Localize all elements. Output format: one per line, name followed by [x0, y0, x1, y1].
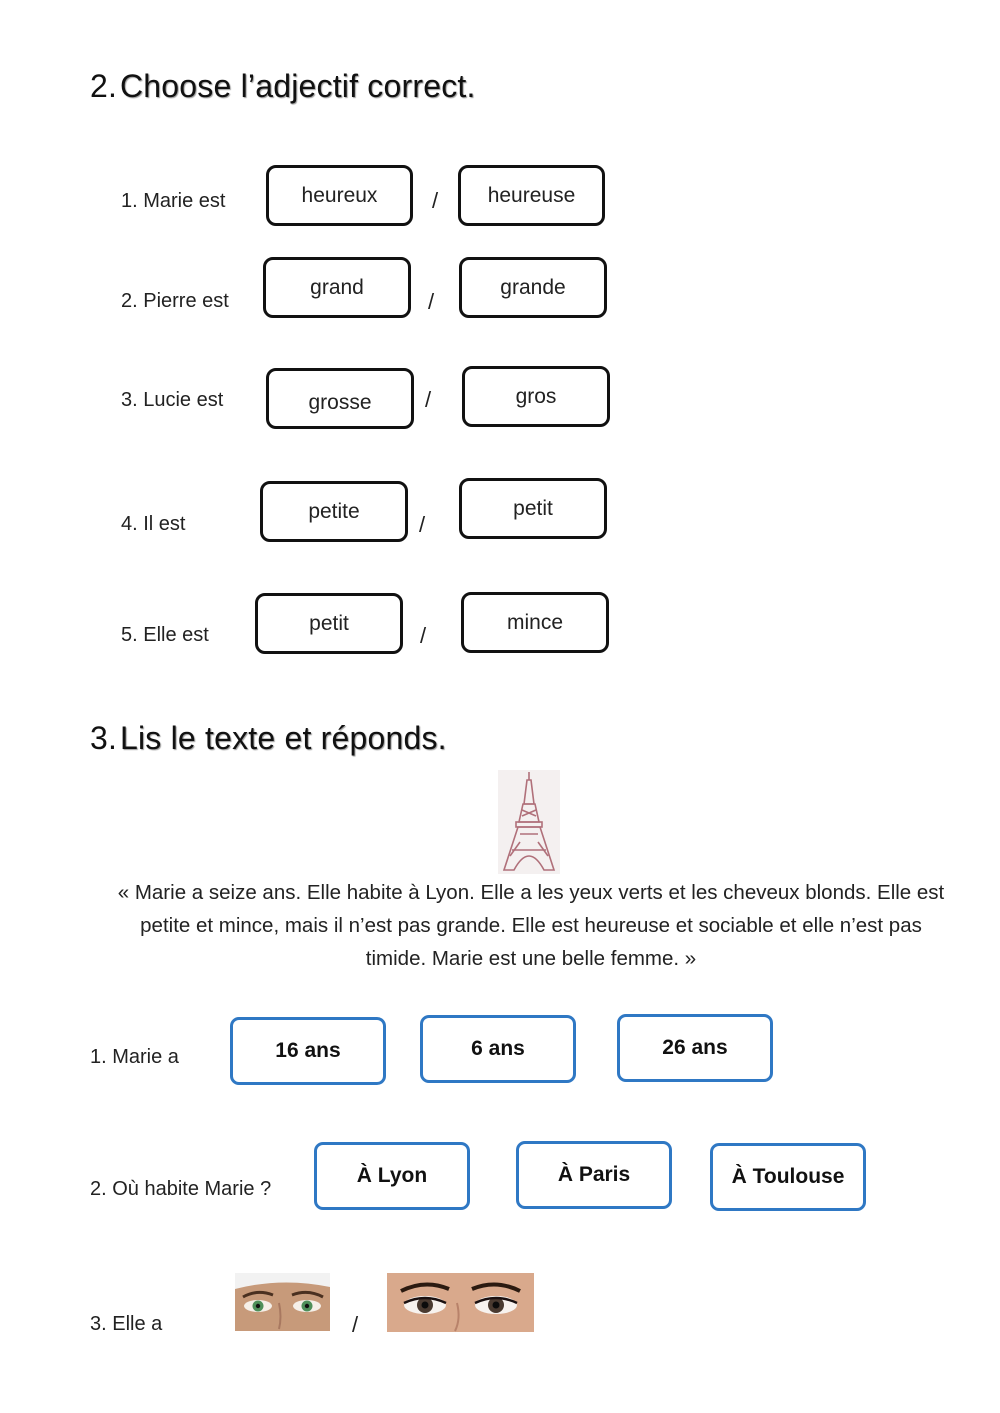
separator: / — [419, 512, 426, 537]
question-label: 1. Marie est — [121, 190, 226, 212]
option-petit[interactable]: petit — [459, 478, 607, 539]
answer-16-ans[interactable]: 16 ans — [230, 1017, 386, 1085]
section-2-heading — [90, 68, 476, 105]
answer-26-ans[interactable]: 26 ans — [617, 1014, 773, 1082]
section-3-heading — [90, 720, 447, 757]
option-petit[interactable]: petit — [255, 593, 403, 654]
answer-6-ans[interactable]: 6 ans — [420, 1015, 576, 1083]
separator: / — [420, 623, 427, 648]
section-3-number: 3. — [90, 720, 118, 756]
option-grosse[interactable]: grosse — [266, 368, 414, 429]
option-gros[interactable]: gros — [462, 366, 610, 427]
question-label: 4. Il est — [121, 513, 186, 535]
question-label: 2. Pierre est — [121, 290, 229, 312]
section-2-title: Choose l’adjectif correct. — [120, 68, 476, 104]
question-label: 5. Elle est — [121, 624, 209, 646]
option-mince[interactable]: mince — [461, 592, 609, 653]
green-eyes-icon[interactable] — [235, 1273, 330, 1331]
separator: / — [428, 289, 435, 314]
separator: / — [352, 1312, 359, 1337]
separator: / — [432, 188, 439, 213]
separator: / — [425, 387, 432, 412]
option-heureuse[interactable]: heureuse — [458, 165, 605, 226]
section-2-number: 2. — [90, 68, 118, 104]
answer-lyon[interactable]: À Lyon — [314, 1142, 470, 1210]
question-label: 2. Où habite Marie ? — [90, 1178, 272, 1200]
eiffel-tower-icon — [498, 770, 560, 874]
option-grande[interactable]: grande — [459, 257, 607, 318]
section-3-title: Lis le texte et réponds. — [120, 720, 447, 756]
question-label: 3. Elle a — [90, 1313, 163, 1335]
question-label: 3. Lucie est — [121, 389, 224, 411]
option-petite[interactable]: petite — [260, 481, 408, 542]
answer-toulouse[interactable]: À Toulouse — [710, 1143, 866, 1211]
dark-eyes-icon[interactable] — [387, 1273, 534, 1332]
answer-paris[interactable]: À Paris — [516, 1141, 672, 1209]
option-grand[interactable]: grand — [263, 257, 411, 318]
question-label: 1. Marie a — [90, 1046, 179, 1068]
reading-text: « Marie a seize ans. Elle habite à Lyon. Elle a les yeux verts et les cheveux blonds. Elle est petite et mince, mais il n’est pas grande. Elle est heureuse et sociable et elle n’est pas timide. Marie est une belle femme. » — [117, 881, 945, 970]
option-heureux[interactable]: heureux — [266, 165, 413, 226]
